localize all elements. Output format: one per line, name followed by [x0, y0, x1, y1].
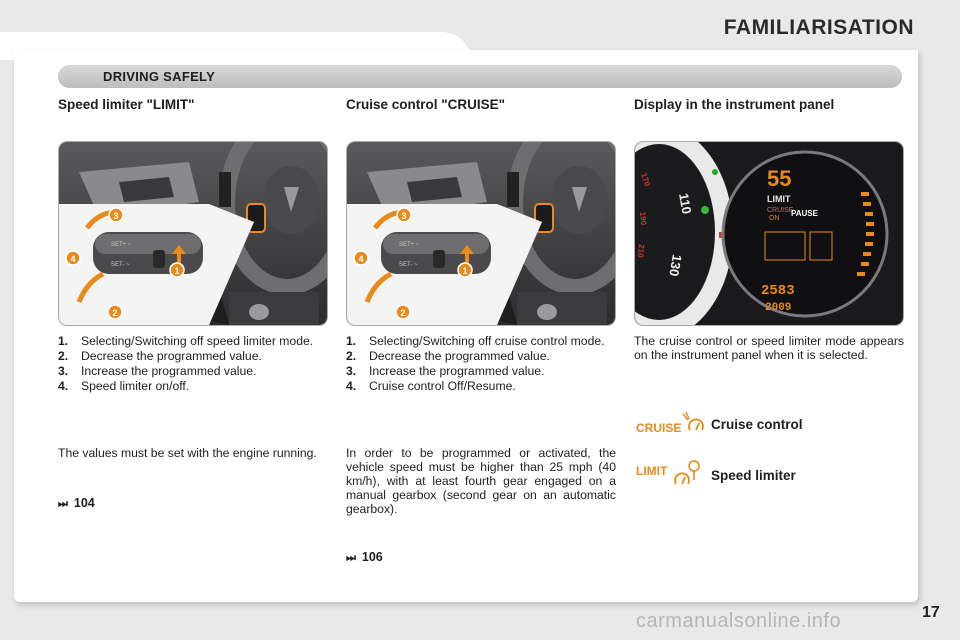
svg-text:2: 2: [112, 308, 118, 318]
item-text: Selecting/Switching off speed limiter mode.: [81, 334, 314, 348]
forward-arrow-icon: ⏭: [346, 552, 356, 564]
list-item: [346, 334, 616, 349]
item-number: 2.: [58, 349, 69, 363]
list-item: [58, 334, 330, 349]
instrument-trip: 2009: [765, 302, 792, 314]
item-text: Decrease the programmed value.: [369, 349, 550, 363]
instrument-status-line2: ON: [769, 215, 780, 222]
svg-text:1: 1: [174, 266, 180, 276]
item-number: 1.: [346, 334, 357, 348]
speed-limiter-photo: [58, 141, 328, 326]
svg-text:SET+ ~: SET+ ~: [399, 242, 420, 248]
svg-text:170: 170: [639, 171, 652, 188]
svg-text:SET+ ~: SET+ ~: [111, 242, 132, 248]
page-title: FAMILIARISATION: [723, 16, 914, 39]
watermark: carmanualsonline.info: [636, 610, 842, 632]
svg-text:SET- ~: SET- ~: [111, 262, 130, 268]
list-item: [346, 364, 616, 379]
instrument-status-line1: CRUISE: [767, 207, 794, 214]
item-number: 4.: [58, 379, 69, 393]
list-item: [346, 379, 616, 394]
callout-1: [170, 263, 184, 277]
callout-4: [66, 251, 80, 265]
instrument-mode-label: LIMIT: [767, 194, 791, 204]
item-number: 4.: [346, 379, 357, 393]
speed-limiter-heading: Speed limiter "LIMIT": [58, 97, 195, 112]
cruise-control-label: Cruise control: [711, 417, 803, 432]
item-number: 1.: [58, 334, 69, 348]
page-ref-number: 106: [361, 550, 383, 564]
list-item: [58, 379, 330, 394]
cruise-control-heading: Cruise control "CRUISE": [346, 97, 506, 112]
speed-limiter-list: [58, 334, 330, 394]
callout-4: [354, 251, 368, 265]
svg-text:LIMIT: LIMIT: [636, 464, 668, 478]
speed-limiter-page-ref[interactable]: [58, 496, 95, 511]
list-item: [346, 349, 616, 364]
item-text: Speed limiter on/off.: [81, 379, 190, 393]
item-number: 3.: [346, 364, 357, 378]
svg-text:CRUISE: CRUISE: [636, 421, 682, 435]
limit-indicator-icon: [634, 458, 706, 488]
list-item: [58, 349, 330, 364]
page-paper: [14, 50, 918, 602]
cruise-control-note: In order to be programmed or activated, the vehicle speed must be higher than 25 mph (40 km/h), with at least fourth gear engaged on a manual gearbox (second gear on an automatic gearbox).: [346, 446, 616, 516]
svg-text:4: 4: [70, 254, 76, 264]
callout-1: [458, 263, 472, 277]
svg-text:4: 4: [358, 254, 364, 264]
section-title: DRIVING SAFELY: [103, 69, 216, 84]
callout-3: [397, 208, 411, 222]
item-text: Increase the programmed value.: [369, 364, 545, 378]
page-ref-number: 104: [73, 496, 95, 510]
speed-limiter-label: Speed limiter: [711, 468, 796, 483]
item-number: 3.: [58, 364, 69, 378]
callout-3: [109, 208, 123, 222]
forward-arrow-icon: ⏭: [58, 498, 68, 510]
speed-limiter-note: The values must be set with the engine running.: [58, 446, 317, 460]
svg-text:3: 3: [113, 211, 119, 221]
cruise-control-photo: [346, 141, 616, 326]
item-text: Decrease the programmed value.: [81, 349, 262, 363]
item-number: 2.: [346, 349, 357, 363]
cruise-control-list: [346, 334, 616, 394]
instrument-panel-photo: [634, 141, 904, 326]
item-text: Increase the programmed value.: [81, 364, 257, 378]
list-item: [58, 364, 330, 379]
callout-2: [396, 305, 410, 319]
item-text: Cruise control Off/Resume.: [369, 379, 516, 393]
svg-text:210: 210: [635, 243, 646, 258]
instrument-speed: 55: [767, 166, 792, 191]
svg-text:130: 130: [666, 253, 685, 278]
instrument-pause: PAUSE: [791, 209, 818, 218]
item-text: Selecting/Switching off cruise control mode.: [369, 334, 605, 348]
svg-text:190: 190: [638, 211, 649, 226]
svg-text:3: 3: [401, 211, 407, 221]
callout-2: [108, 305, 122, 319]
instrument-odometer: 2583: [761, 283, 795, 299]
page-number: 17: [922, 604, 940, 621]
svg-text:SET- ~: SET- ~: [399, 262, 418, 268]
display-intro: The cruise control or speed limiter mode appears on the instrument panel when it is selected.: [634, 334, 904, 362]
cruise-control-page-ref[interactable]: [346, 550, 383, 565]
svg-text:2: 2: [400, 308, 406, 318]
display-heading: Display in the instrument panel: [634, 97, 835, 112]
svg-text:110: 110: [676, 191, 695, 216]
cruise-indicator-icon: [634, 408, 706, 436]
svg-text:1: 1: [462, 266, 468, 276]
